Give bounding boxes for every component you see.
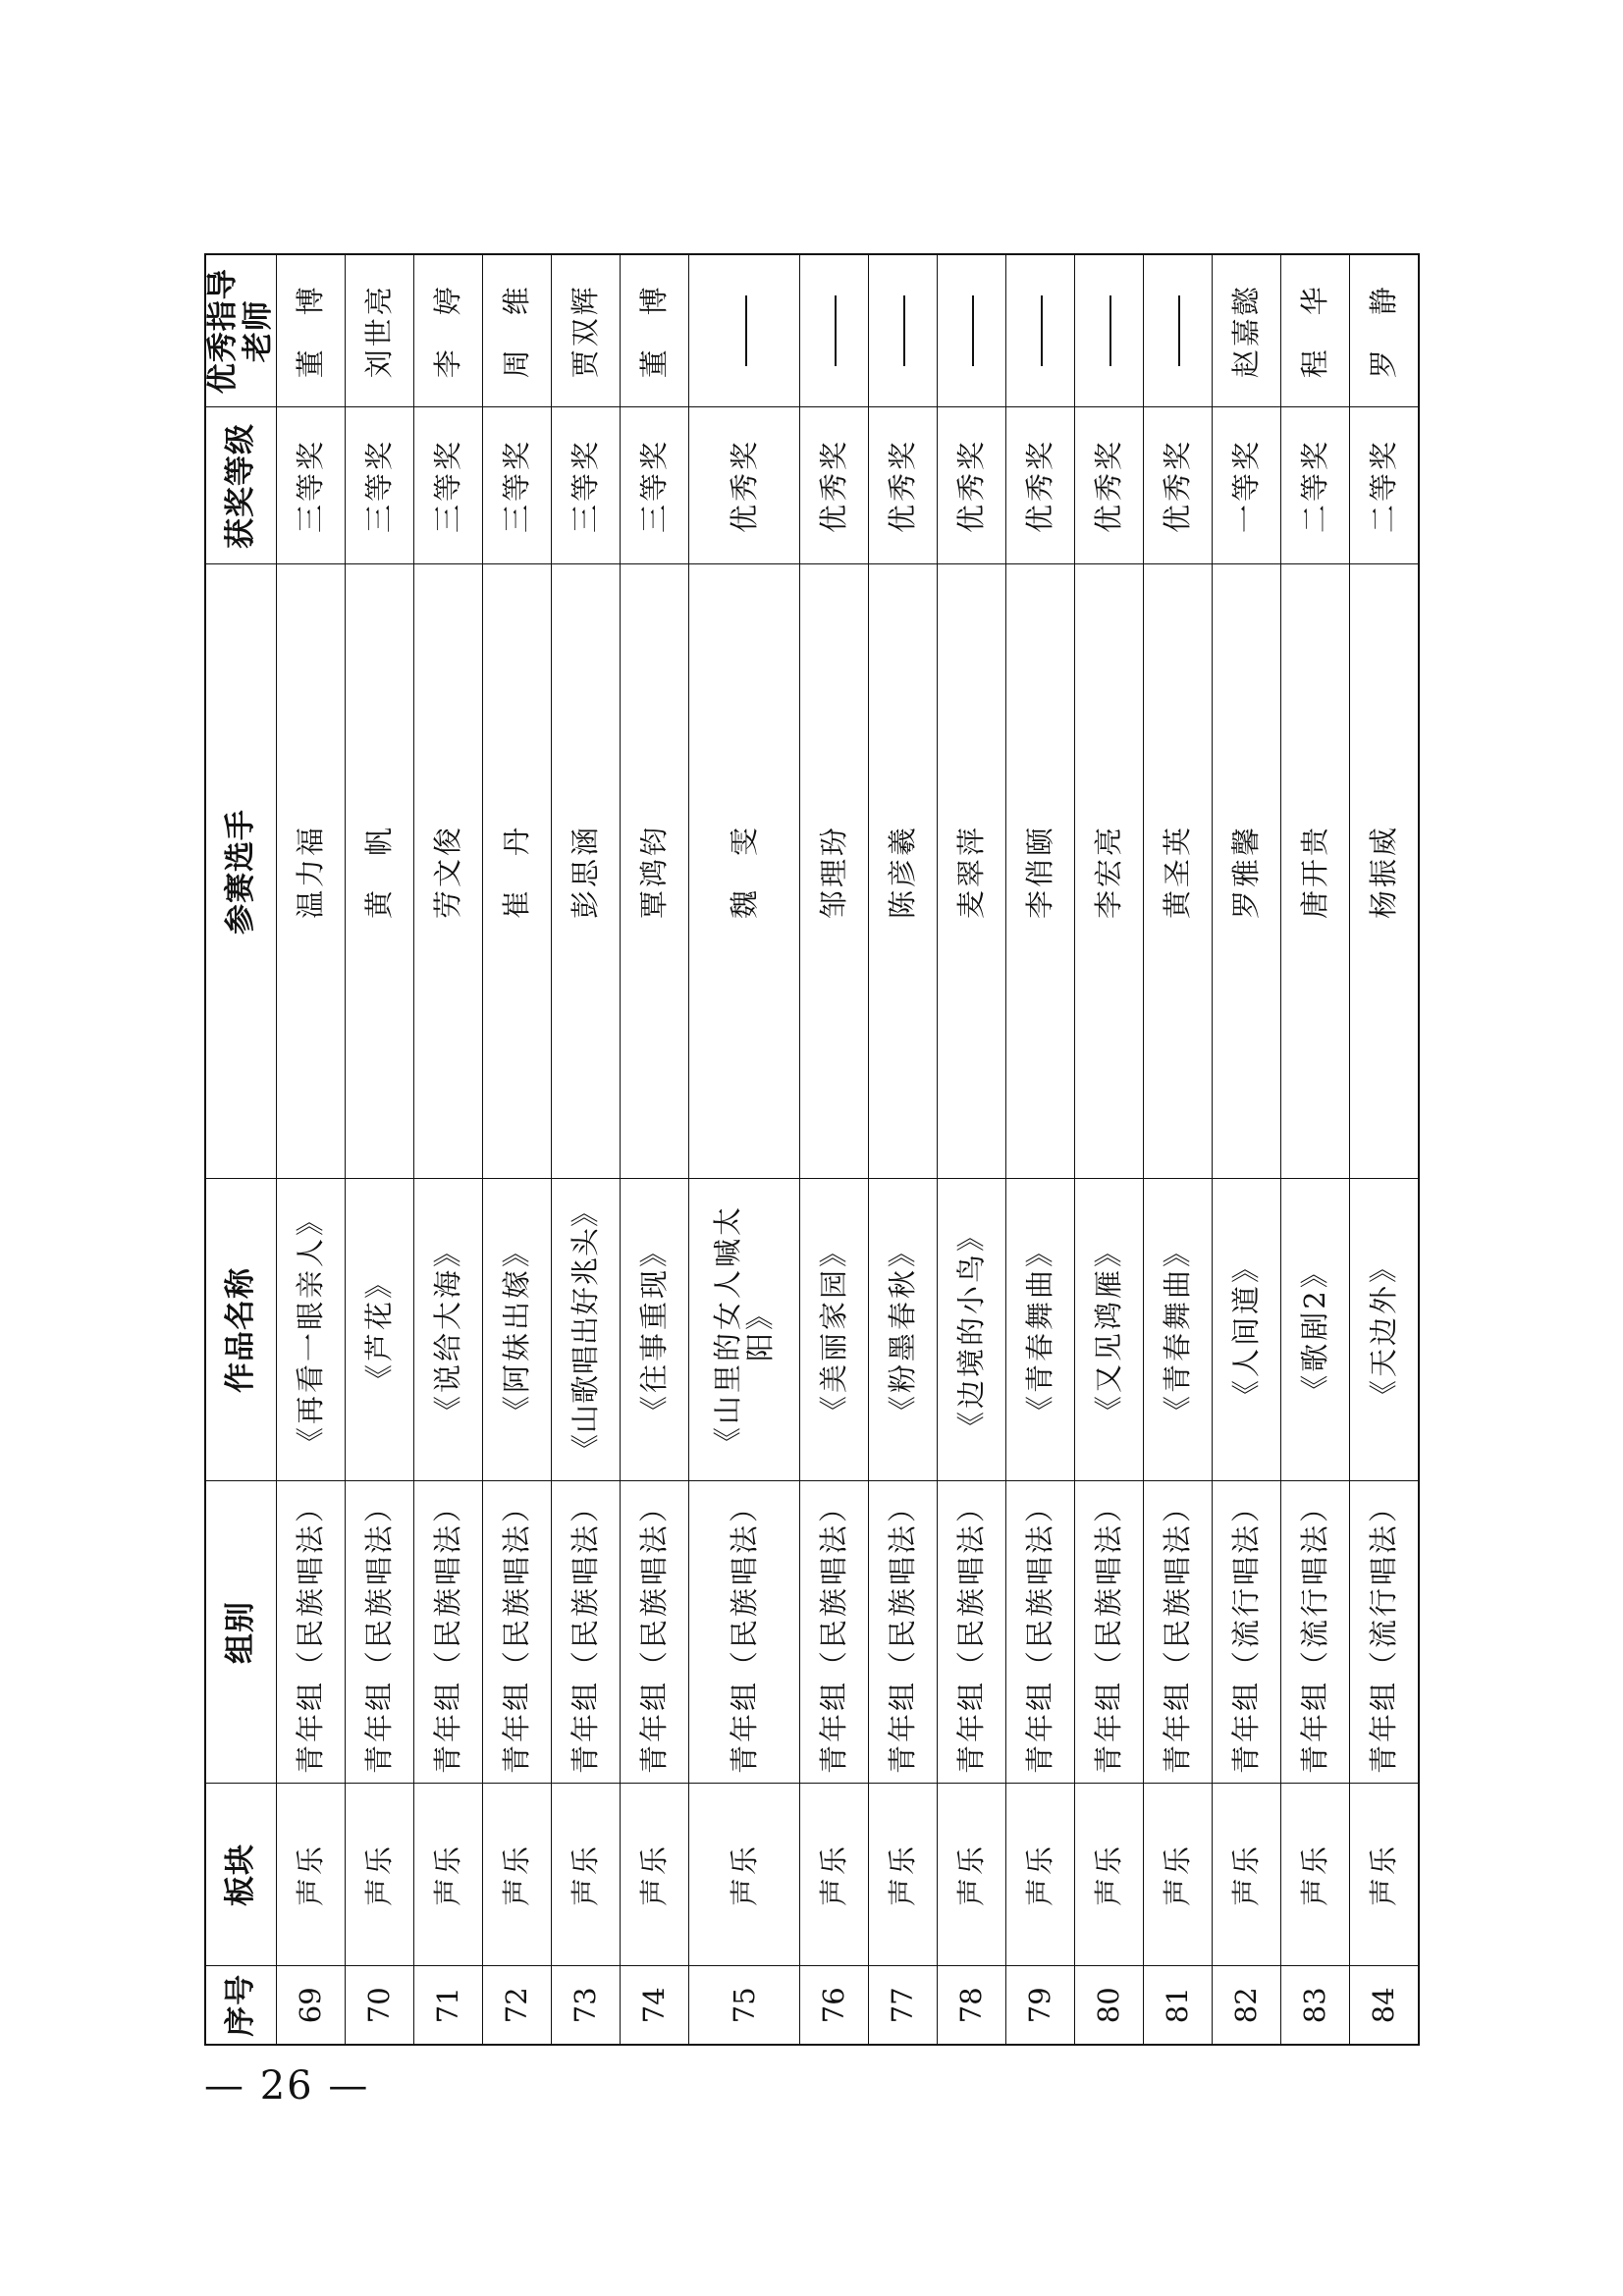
cell-index: 80 [1075,1966,1144,2045]
cell-award: 三等奖 [552,407,621,564]
cell-teacher [1006,254,1075,407]
cell-award: 三等奖 [277,407,346,564]
cell-contestant: 魏 雯 [689,564,800,1179]
cell-contestant: 李俏颐 [1006,564,1075,1179]
cell-group: 青年组（民族唱法） [552,1481,621,1784]
cell-work: 《又见鸿雁》 [1075,1179,1144,1481]
cell-work: 《人间道》 [1213,1179,1281,1481]
cell-index: 77 [869,1966,938,2045]
cell-section: 声乐 [1144,1784,1213,1966]
cell-section: 声乐 [1213,1784,1281,1966]
cell-index: 84 [1350,1966,1420,2045]
cell-group: 青年组（流行唱法） [1213,1481,1281,1784]
cell-section: 声乐 [689,1784,800,1966]
cell-index: 81 [1144,1966,1213,2045]
cell-group: 青年组（民族唱法） [414,1481,483,1784]
cell-section: 声乐 [346,1784,414,1966]
empty-dash [745,295,747,366]
cell-work: 《天边外》 [1350,1179,1420,1481]
cell-index: 76 [800,1966,869,2045]
cell-teacher: 周 维 [483,254,552,407]
cell-index: 83 [1281,1966,1350,2045]
cell-work: 《青春舞曲》 [1006,1179,1075,1481]
table-row [552,254,621,2045]
cell-index: 69 [277,1966,346,2045]
cell-section: 声乐 [800,1784,869,1966]
cell-teacher [800,254,869,407]
cell-award: 优秀奖 [1006,407,1075,564]
cell-section: 声乐 [621,1784,689,1966]
empty-dash [972,295,974,366]
cell-index: 70 [346,1966,414,2045]
table-row [1144,254,1213,2045]
cell-teacher: 李 婷 [414,254,483,407]
cell-teacher: 董 博 [621,254,689,407]
cell-section: 声乐 [938,1784,1006,1966]
cell-section: 声乐 [1281,1784,1350,1966]
header-section: 板块 [205,1784,277,1966]
cell-teacher [689,254,800,407]
cell-contestant: 杨振威 [1350,564,1420,1179]
cell-contestant: 黄 帆 [346,564,414,1179]
cell-group: 青年组（流行唱法） [1281,1481,1350,1784]
cell-award: 三等奖 [621,407,689,564]
cell-group: 青年组（民族唱法） [1006,1481,1075,1784]
awards-table [204,253,1420,2046]
cell-teacher: 刘世亮 [346,254,414,407]
cell-contestant: 李宏亮 [1075,564,1144,1179]
page-number: — 26 — [204,2063,370,2109]
cell-index: 74 [621,1966,689,2045]
cell-teacher: 贾双辉 [552,254,621,407]
cell-teacher [869,254,938,407]
header-contestant: 参赛选手 [205,564,277,1179]
cell-contestant: 唐开贵 [1281,564,1350,1179]
cell-section: 声乐 [869,1784,938,1966]
table-row [414,254,483,2045]
cell-teacher: 罗 静 [1350,254,1420,407]
cell-award: 一等奖 [1213,407,1281,564]
table-row [1350,254,1420,2045]
empty-dash [1041,295,1043,366]
header-teacher: 优秀指导老师 [205,254,277,407]
cell-work: 《美丽家园》 [800,1179,869,1481]
cell-work: 《山里的女人喊太阳》 [689,1179,800,1481]
cell-group: 青年组（民族唱法） [277,1481,346,1784]
cell-teacher [938,254,1006,407]
cell-award: 三等奖 [414,407,483,564]
cell-award: 二等奖 [1281,407,1350,564]
table-row [1006,254,1075,2045]
table-row [1213,254,1281,2045]
cell-teacher: 董 博 [277,254,346,407]
cell-award: 优秀奖 [869,407,938,564]
table-row [869,254,938,2045]
header-work: 作品名称 [205,1179,277,1481]
cell-contestant: 邹理玢 [800,564,869,1179]
cell-index: 78 [938,1966,1006,2045]
cell-group: 青年组（民族唱法） [938,1481,1006,1784]
cell-work: 《青春舞曲》 [1144,1179,1213,1481]
empty-dash [835,295,837,366]
cell-index: 73 [552,1966,621,2045]
cell-award: 三等奖 [483,407,552,564]
cell-teacher: 程 华 [1281,254,1350,407]
cell-contestant: 覃鸿钧 [621,564,689,1179]
header-group: 组别 [205,1481,277,1784]
cell-group: 青年组（民族唱法） [869,1481,938,1784]
empty-dash [1109,295,1111,366]
cell-teacher [1075,254,1144,407]
cell-award: 优秀奖 [689,407,800,564]
table-row [800,254,869,2045]
table-row [1075,254,1144,2045]
cell-work: 《阿妹出嫁》 [483,1179,552,1481]
cell-group: 青年组（民族唱法） [1075,1481,1144,1784]
cell-section: 声乐 [1006,1784,1075,1966]
cell-contestant: 罗雅馨 [1213,564,1281,1179]
table-row [938,254,1006,2045]
cell-work: 《说给大海》 [414,1179,483,1481]
cell-section: 声乐 [552,1784,621,1966]
cell-group: 青年组（民族唱法） [800,1481,869,1784]
cell-index: 82 [1213,1966,1281,2045]
cell-group: 青年组（民族唱法） [689,1481,800,1784]
cell-work: 《边境的小鸟》 [938,1179,1006,1481]
header-row [205,254,277,2045]
cell-index: 79 [1006,1966,1075,2045]
cell-award: 优秀奖 [1075,407,1144,564]
cell-work: 《再看一眼亲人》 [277,1179,346,1481]
cell-contestant: 陈彦羲 [869,564,938,1179]
header-award: 获奖等级 [205,407,277,564]
cell-award: 二等奖 [1350,407,1420,564]
rotated-table-wrapper [204,255,1409,2046]
cell-award: 优秀奖 [800,407,869,564]
cell-group: 青年组（民族唱法） [1144,1481,1213,1784]
cell-award: 优秀奖 [1144,407,1213,564]
cell-group: 青年组（民族唱法） [483,1481,552,1784]
cell-contestant: 温力福 [277,564,346,1179]
cell-work: 《往事重现》 [621,1179,689,1481]
empty-dash [1178,295,1180,366]
cell-award: 优秀奖 [938,407,1006,564]
cell-contestant: 黄圣英 [1144,564,1213,1179]
cell-group: 青年组（民族唱法） [621,1481,689,1784]
cell-award: 三等奖 [346,407,414,564]
cell-work: 《山歌唱出好兆头》 [552,1179,621,1481]
table-row [346,254,414,2045]
cell-teacher [1144,254,1213,407]
cell-contestant: 彭思涵 [552,564,621,1179]
header-index: 序号 [205,1966,277,2045]
cell-teacher: 赵嘉懿 [1213,254,1281,407]
table-row [277,254,346,2045]
cell-index: 71 [414,1966,483,2045]
cell-contestant: 麦翠萍 [938,564,1006,1179]
table-row [483,254,552,2045]
cell-work: 《歌剧2》 [1281,1179,1350,1481]
table-row [1281,254,1350,2045]
cell-section: 声乐 [1075,1784,1144,1966]
table-row [689,254,800,2045]
cell-section: 声乐 [483,1784,552,1966]
cell-contestant: 崔 丹 [483,564,552,1179]
cell-contestant: 劳文俊 [414,564,483,1179]
cell-index: 75 [689,1966,800,2045]
cell-group: 青年组（民族唱法） [346,1481,414,1784]
cell-work: 《粉墨春秋》 [869,1179,938,1481]
table-row [621,254,689,2045]
cell-section: 声乐 [1350,1784,1420,1966]
cell-index: 72 [483,1966,552,2045]
empty-dash [903,295,905,366]
cell-group: 青年组（流行唱法） [1350,1481,1420,1784]
cell-section: 声乐 [277,1784,346,1966]
cell-work: 《芦花》 [346,1179,414,1481]
cell-section: 声乐 [414,1784,483,1966]
